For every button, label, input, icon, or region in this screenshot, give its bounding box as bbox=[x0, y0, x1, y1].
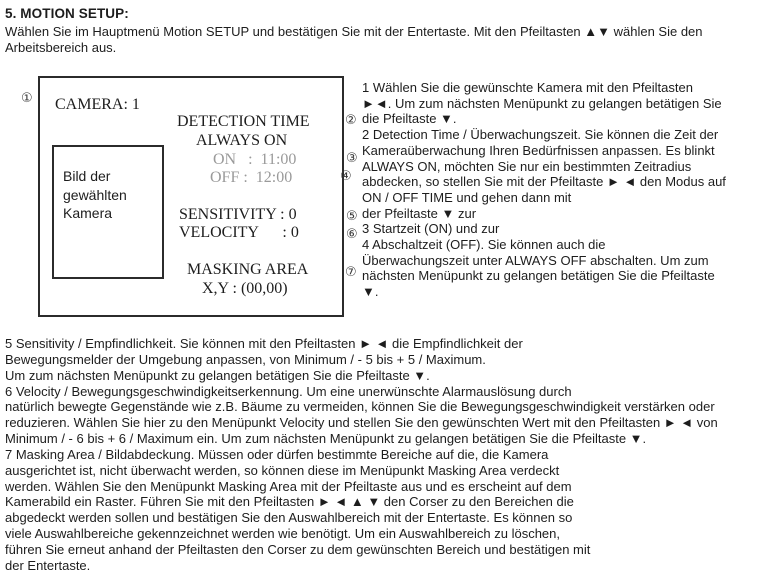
text-line: abgedeckt werden sollen und bestätigen Sie den Auswahlbereich mit der Entertaste. Es können so bbox=[5, 510, 573, 526]
camera-preview-box bbox=[52, 145, 164, 279]
osd-masking-coords: X,Y : (00,00) bbox=[202, 280, 288, 297]
camera-preview-caption bbox=[63, 167, 127, 223]
text-line: 4 Abschaltzeit (OFF). Sie können auch die bbox=[362, 237, 606, 253]
osd-sensitivity: SENSITIVITY : 0 bbox=[179, 206, 297, 223]
text-line: abdecken, so stellen Sie mit der Pfeiltaste ► ◄ den Modus auf bbox=[362, 174, 726, 190]
text-line: ►◄. Um zum nächsten Menüpunkt zu gelangen betätigen Sie bbox=[362, 95, 722, 111]
text-line: ausgerichtet ist, nicht überwacht werden, so können diese im Menüpunkt Masking Area verdeckt bbox=[5, 462, 560, 478]
callout-5-icon: ⑤ bbox=[346, 209, 358, 224]
callout-4-icon: ④ bbox=[340, 169, 352, 184]
text-line: führen Sie erneut anhand der Pfeiltasten den Corser zu dem gewünschten Bereich und bestätigen mit bbox=[5, 541, 591, 557]
section-heading: 5. MOTION SETUP: bbox=[5, 6, 129, 21]
text-line: 7 Masking Area / Bildabdeckung. Müssen oder dürfen bestimmte Bereiche auf die, die Kamera bbox=[5, 446, 549, 462]
callout-3-icon: ③ bbox=[346, 151, 358, 166]
text-line: der Entertaste. bbox=[5, 557, 91, 573]
text-line: Wählen Sie im Hauptmenü Motion SETUP und bestätigen Sie mit der Entertaste. Mit den Pfeiltasten ▲▼ wählen Sie den bbox=[5, 24, 703, 39]
text-line: der Pfeiltaste ▼ zur bbox=[362, 205, 477, 221]
text-line: Überwachungszeit unter ALWAYS OFF abschalten. Um zum bbox=[362, 252, 709, 268]
text-line: Kamera bbox=[63, 205, 113, 221]
callout-1-icon: ① bbox=[21, 91, 33, 106]
instructions-steps-1-4 bbox=[362, 80, 774, 300]
text-line: Um zum nächsten Menüpunkt zu gelangen betätigen Sie die Pfeiltaste ▼. bbox=[5, 367, 430, 383]
text-line: die Pfeiltaste ▼. bbox=[362, 111, 457, 127]
text-line: Minimum / - 6 bis + 6 / Maximum ein. Um zum nächsten Menüpunkt zu gelangen betätigen Sie die Pfeiltaste ▼. bbox=[5, 431, 647, 447]
text-line: Kamerabild ein Raster. Führen Sie mit den Pfeiltasten ► ◄ ▲ ▼ den Corser zu den Bereichen die bbox=[5, 494, 574, 510]
callout-6-icon: ⑥ bbox=[346, 227, 358, 242]
osd-off-time: OFF : 12:00 bbox=[210, 169, 293, 186]
callout-7-icon: ⑦ bbox=[345, 265, 357, 280]
text-line: Kameraüberwachung Ihren Bedürfnissen anpassen. Es blinkt bbox=[362, 142, 715, 158]
intro-paragraph bbox=[5, 24, 771, 56]
osd-masking-area-title: MASKING AREA bbox=[187, 261, 309, 278]
text-line: ▼. bbox=[362, 284, 379, 300]
text-line: 3 Startzeit (ON) und zur bbox=[362, 221, 500, 237]
text-line: reduzieren. Wählen Sie hier zu den Menüpunkt Velocity und stellen Sie den gewünschten Wert mit den Pfeiltasten ► ◄ von bbox=[5, 415, 718, 431]
text-line: natürlich bewegte Gegenstände wie z.B. Bäume zu vermeiden, können Sie die Bewegungsgeschwindigkeit verstärken oder bbox=[5, 399, 715, 415]
text-line: 6 Velocity / Bewegungsgeschwindigkeitserkennung. Um eine unerwünschte Alarmauslösung durch bbox=[5, 383, 572, 399]
osd-camera-label: CAMERA: 1 bbox=[55, 96, 140, 113]
text-line: Bewegungsmelder der Umgebung anpassen, von Minimum / - 5 bis + 5 / Maximum. bbox=[5, 351, 486, 367]
text-line: ALWAYS ON, möchten Sie nur ein bestimmten Zeitradius bbox=[362, 158, 692, 174]
instructions-steps-5-7 bbox=[5, 336, 774, 574]
osd-on-time: ON : 11:00 bbox=[213, 151, 297, 168]
osd-menu-diagram bbox=[38, 76, 344, 317]
text-line: gewählten bbox=[63, 186, 127, 203]
callout-2-icon: ② bbox=[345, 113, 357, 128]
text-line: Arbeitsbereich aus. bbox=[5, 40, 117, 55]
text-line: 5 Sensitivity / Empfindlichkeit. Sie können mit den Pfeiltasten ► ◄ die Empfindlichkeit der bbox=[5, 336, 523, 351]
text-line: Bild der bbox=[63, 168, 111, 184]
text-line: 2 Detection Time / Überwachungszeit. Sie können die Zeit der bbox=[362, 127, 719, 143]
text-line: viele Auswahlbereiche gekennzeichnet werden wie benötigt. Um ein Auswahlbereich zu löschen, bbox=[5, 526, 561, 542]
osd-mode-always-on: ALWAYS ON bbox=[196, 132, 288, 149]
text-line: ON / OFF TIME und gehen dann mit bbox=[362, 189, 572, 205]
text-line: 1 Wählen Sie die gewünschte Kamera mit den Pfeiltasten bbox=[362, 80, 693, 95]
osd-velocity: VELOCITY : 0 bbox=[179, 224, 299, 241]
text-line: werden. Wählen Sie den Menüpunkt Masking Area mit der Pfeiltaste aus und es erscheint auf dem bbox=[5, 478, 572, 494]
text-line: nächsten Menüpunkt zu gelangen betätigen Sie die Pfeiltaste bbox=[362, 268, 715, 284]
osd-detection-time-title: DETECTION TIME bbox=[177, 113, 310, 130]
